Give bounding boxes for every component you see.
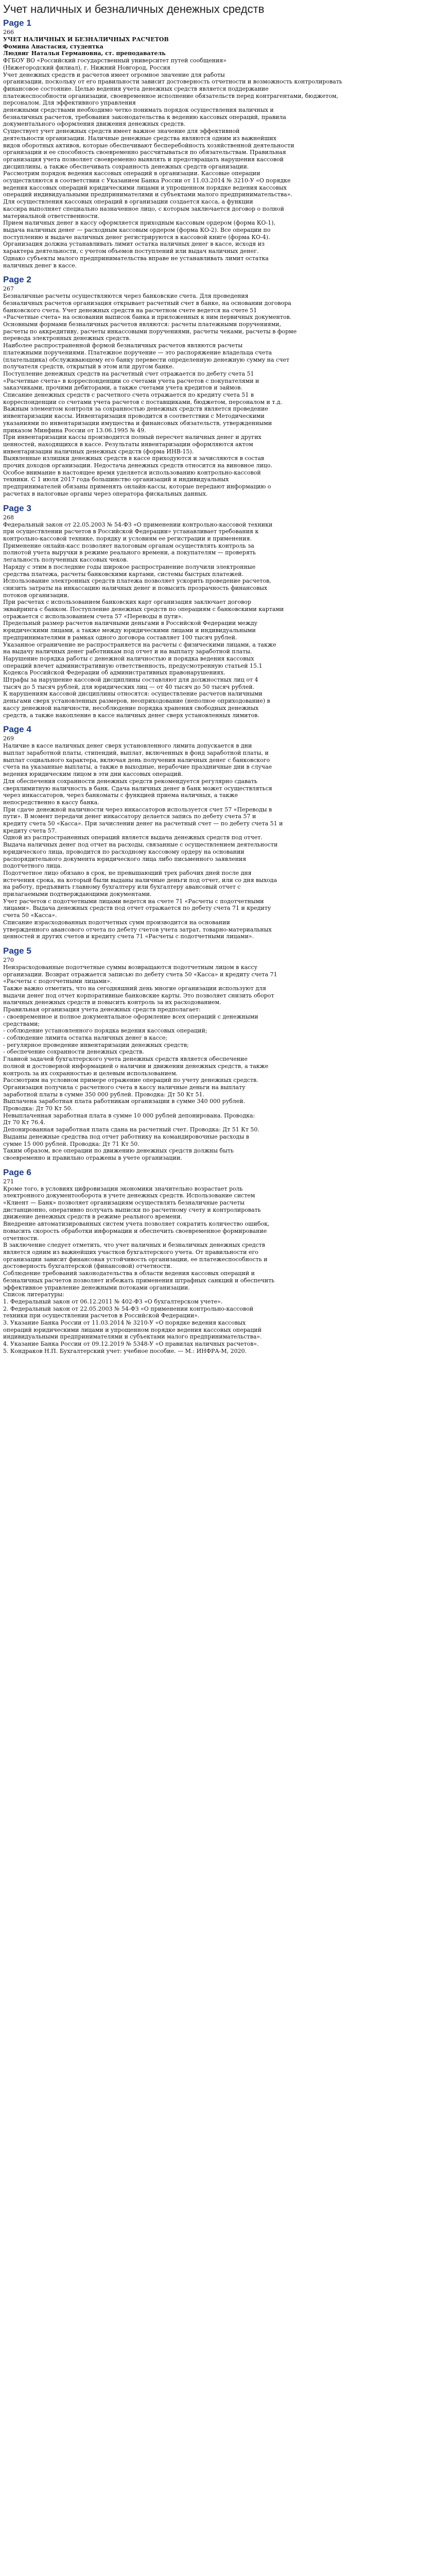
text-line: Рассмотрим порядок ведения кассовых операций в организации. Кассовые операции: [3, 170, 260, 177]
text-line: Таким образом, все операции по движению денежных средств должны быть: [3, 1147, 234, 1155]
text-line: выдачи денег под отчет корпоративные банковские карты. Это позволяет снизить оборот: [3, 992, 274, 999]
text-line: техники при осуществлении расчетов в Российской Федерации».: [3, 1312, 200, 1319]
text-line: ФГБОУ ВО «Российский государственный университет путей сообщения»: [3, 57, 226, 64]
text-line: Главной задачей бухгалтерского учета денежных средств является обеспечение: [3, 1056, 248, 1063]
text-line: утвержденного авансового отчета по дебету счетов учета затрат, товарно-материальных: [3, 926, 272, 933]
text-line: деятельности организации. Наличные денежные средства являются одним из важнейших: [3, 134, 276, 142]
text-line: организации и ее способность своевременно рассчитываться по обязательствам. Правильная: [3, 149, 286, 156]
text-line: финансовое состояние. Целью ведения учета денежных средств является поддержание: [3, 85, 269, 92]
text-line: своевременно и правильно отражены в учете организации.: [3, 1154, 182, 1161]
text-line: При инвентаризации кассы производится полный пересчет наличных денег и других: [3, 434, 261, 441]
text-line: получателя средств, открытый в этом или другом банке.: [3, 363, 175, 370]
text-line: видов оборотных активов, которые обеспечивают бесперебойность хозяйственной деятельности: [3, 142, 294, 149]
text-line: Соблюдение требований законодательства в области ведения кассовых операций и: [3, 1270, 255, 1277]
text-line: прилагаемыми подтверждающими документами.: [3, 891, 152, 898]
text-line: платежеспособности организации, своевременное исполнение обязательств перед контрагентами, бюджетом,: [3, 92, 339, 99]
text-line: корреспонденции со счетами учета расчетов с поставщиками, бюджетом, персоналом и т.д.: [3, 398, 283, 405]
text-line: счета 50 «Касса».: [3, 912, 57, 919]
text-line: Поступление денежных средств на расчетный счет отражается по дебету счета 51: [3, 370, 254, 377]
text-line: подотчетного лица.: [3, 862, 62, 870]
text-line: истечения срока, на который были выданы наличные деньги под отчет, или со дня выхода: [3, 876, 277, 884]
text-line: дисциплины, а также обеспечивать сохранность денежных средств организации.: [3, 163, 249, 170]
text-line: кассу денежной наличности, несоблюдение порядка хранения свободных денежных: [3, 704, 259, 711]
text-line: - обеспечение сохранности денежных средств.: [3, 1048, 144, 1056]
text-line: Наличие в кассе наличных денег сверх установленного лимита допускается в дни: [3, 742, 252, 750]
page-heading: Page 6: [3, 1167, 31, 1177]
text-line: Для осуществления кассовых операций в организации создается касса, а функции: [3, 198, 253, 206]
text-line: Подотчетное лицо обязано в срок, не превышающий трех рабочих дней после дня: [3, 869, 252, 876]
text-line: лицами». Выдача денежных средств под отчет отражается по дебету счета 71 и кредиту: [3, 905, 271, 912]
text-line: Неизрасходованные подотчетные суммы возвращаются подотчетным лицом в кассу: [3, 963, 258, 971]
text-line: платежными поручениями. Платежное поручение — это распоряжение владельца счета: [3, 349, 272, 356]
text-line: Однако субъекты малого предпринимательства вправе не устанавливать лимит остатка: [3, 255, 269, 262]
text-line: Прием наличных денег в кассу оформляется приходным кассовым ордером (форма КО-1),: [3, 219, 275, 227]
text-line: Учет денежных средств и расчетов имеет огромное значение для работы: [3, 71, 225, 78]
text-line: Для обеспечения сохранности денежных средств рекомендуется регулярно сдавать: [3, 777, 257, 785]
text-line: «Расчетные счета» на основании выписок банка и приложенных к ним первичных документов.: [3, 314, 292, 321]
text-line: Рассмотрим на условном примере отражение операций по учету денежных средств.: [3, 1077, 258, 1084]
text-line: Кроме того, в условиях цифровизации экономики значительно возрастает роль: [3, 1185, 243, 1192]
text-line: индивидуальными предпринимателями и субъектами малого предпринимательства».: [3, 1333, 262, 1341]
text-line: Безналичные расчеты осуществляются через банковские счета. Для проведения: [3, 293, 249, 300]
text-line: прочих доходов организации. Недостача денежных средств относится на виновное лицо.: [3, 462, 272, 469]
text-line: операций влечет административную ответственность, предусмотренную статьей 15.1: [3, 662, 263, 669]
text-line: выплат заработной платы, стипендий, выплат, включенных в фонд заработной платы, и: [3, 749, 269, 756]
text-line: снизить затраты на инкассацию наличных денег и повысить прозрачность финансовых: [3, 584, 268, 591]
text-line: легальность полученных кассовых чеков.: [3, 556, 128, 564]
text-line: 3. Указание Банка России от 11.03.2014 № 3210-У «О порядке ведения кассовых: [3, 1319, 246, 1327]
text-line: Применение онлайн-касс позволяет налоговым органам осуществлять контроль за: [3, 542, 254, 549]
text-line: Существует учет денежных средств имеет важное значение для эффективной: [3, 128, 240, 135]
text-line: электронного документооборота в учете денежных средств. Использование систем: [3, 1192, 255, 1199]
text-line: документального оформления движения денежных средств.: [3, 121, 186, 128]
text-line: перевода электронных денежных средств.: [3, 335, 131, 342]
text-line: операций индивидуальными предпринимателями и субъектами малого предпринимательства».: [3, 191, 292, 198]
text-line: распорядительного документа юридического лица либо письменного заявления: [3, 855, 247, 862]
text-line: Основными формами безналичных расчетов являются: расчеты платежными поручениями,: [3, 321, 282, 328]
text-line: счета на указанные выплаты, а также в выходные, нерабочие праздничные дни в случае: [3, 764, 272, 771]
text-line: ведения юридическим лицом в эти дни кассовых операций.: [3, 771, 183, 778]
text-line: Правильная организация учета денежных средств предполагает:: [3, 1006, 201, 1013]
text-line: Списание денежных средств с расчетного счета отражается по кредиту счета 51 в: [3, 392, 254, 399]
text-line: денежными средствами необходимо четко понимать порядок осуществления наличных и: [3, 107, 274, 114]
text-line: организация учета позволяет своевременно выявлять и предотвращать нарушения кассовой: [3, 156, 284, 163]
text-line: В заключение следует отметить, что учет наличных и безналичных денежных средств: [3, 1242, 266, 1249]
text-line: контроль за их сохранностью и целевым использованием.: [3, 1070, 178, 1077]
text-line: безналичных расчетов организация открывает расчетный счет в банке, на основании договора: [3, 299, 291, 307]
text-line: организации. Возврат отражается записью по дебету счета 50 «Касса» и кредиту счета 71: [3, 971, 277, 978]
text-line: кассира выполняет специально назначенное лицо, с которым заключается договор о полной: [3, 205, 284, 212]
text-line: сумме 15 000 рублей. Проводка: Дт 71 Кт 50.: [3, 1140, 139, 1147]
text-line: инвентаризации наличных денежных средств (форма ИНВ-15).: [3, 448, 194, 455]
text-line: Предельный размер расчетов наличными деньгами в Российской Федерации между: [3, 620, 258, 627]
text-line: эффективное управление денежными потоками организации.: [3, 1284, 190, 1291]
page-heading: Page 5: [3, 945, 31, 956]
text-line: Депонированная заработная плата сдана на расчетный счет. Проводка: Дт 51 Кт 50.: [3, 1126, 259, 1133]
text-line: кредиту счета 50 «Касса». При зачислении денег на расчетный счет — по дебету счета 51 и: [3, 820, 283, 827]
text-line: материальной ответственности.: [3, 212, 100, 219]
text-line: Кодекса Российской Федерации об административных правонарушениях.: [3, 669, 225, 676]
text-line: При расчетах с использованием банковских карт организация заключает договор: [3, 599, 251, 606]
text-line: предпринимателями в рамках одного договора составляет 100 тысяч рублей.: [3, 634, 237, 641]
page-number: 267: [3, 285, 14, 293]
text-line: (плательщика) обслуживающему его банку перевести определенную денежную сумму на счет: [3, 356, 290, 363]
text-line: Штрафы за нарушение кассовой дисциплины составляют для должностных лиц от 4: [3, 676, 258, 684]
text-line: Невыплаченная заработная плата в сумме 10 000 рублей депонирована. Проводка:: [3, 1112, 255, 1119]
text-line: Наряду с этим в последние годы широкое распространение получили электронные: [3, 563, 256, 570]
text-line: заказчиками, прочими дебиторами, а также счетами учета кредитов и займов.: [3, 384, 242, 392]
text-line: Выявленные излишки денежных средств в кассе приходуются и зачисляются в состав: [3, 455, 265, 462]
text-line: персоналом. Для эффективного управления: [3, 99, 136, 107]
text-line: поступлению и выдаче наличных денег регистрируются в кассовой книге (форма КО-4).: [3, 233, 270, 241]
text-line: наличных денежных средств и повысить контроль за их расходованием.: [3, 999, 221, 1006]
text-line: отражается с использованием счета 57 «Переводы в пути».: [3, 613, 183, 620]
text-line: организации, поскольку от его правильности зависит достоверность отчетности и возможность контролировать: [3, 78, 342, 86]
page-heading: Page 3: [3, 503, 31, 513]
text-line: расчеты по аккредитиву, расчеты инкассовыми поручениями, расчеты чеками, расчеты в форме: [3, 328, 297, 335]
text-line: Наиболее распространенной формой безналичных расчетов являются расчеты: [3, 342, 243, 349]
text-line: юридическими лицами, а также между юридическими лицами и индивидуальными: [3, 627, 256, 634]
document-title: Учет наличных и безналичных денежных средств: [3, 3, 265, 15]
text-line: Одной из распространенных операций является выдача денежных средств под отчет.: [3, 834, 263, 841]
text-line: Проводка: Дт 70 Кт 50.: [3, 1105, 73, 1112]
text-line: Внедрение автоматизированных систем учета позволяет сократить количество ошибок,: [3, 1221, 270, 1228]
text-line: К нарушениям кассовой дисциплины относятся: осуществление расчетов наличными: [3, 690, 263, 698]
text-line: средства платежа, расчеты банковскими картами, системы быстрых платежей.: [3, 570, 244, 578]
text-line: Организация должна устанавливать лимит остатка наличных денег в кассе, исходя из: [3, 241, 265, 248]
text-line: Использование электронных средств платежа позволяет ускорить проведение расчетов,: [3, 578, 271, 585]
text-line: контрольно-кассовой технике, порядку и условиям ее регистрации и применения.: [3, 535, 252, 542]
text-line: отчетности.: [3, 1234, 39, 1242]
text-line: достоверность бухгалтерской (финансовой) отчетности.: [3, 1263, 172, 1270]
page-heading: Page 1: [3, 18, 31, 28]
text-line: - регулярное проведение инвентаризации денежных средств;: [3, 1041, 189, 1048]
text-line: 2. Федеральный закон от 22.05.2003 № 54-ФЗ «О применении контрольно-кассовой: [3, 1305, 254, 1312]
text-line: осуществляются в соответствии с Указанием Банка России от 11.03.2014 № 3210-У «О порядке: [3, 177, 291, 184]
text-line: 5. Кондраков Н.П. Бухгалтерский учет: учебное пособие. — М.: ИНФРА-М, 2020.: [3, 1347, 247, 1354]
text-line: потоков организации.: [3, 591, 69, 599]
text-line: Выдача наличных денег под отчет на расходы, связанные с осуществлением деятельности: [3, 841, 278, 849]
page-heading: Page 4: [3, 724, 31, 735]
text-line: Дт 70 Кт 76.4.: [3, 1119, 46, 1126]
text-line: «Клиент — Банк» позволяет организациям осуществлять безналичные расчеты: [3, 1199, 245, 1207]
text-line: Фомина Анастасия, студентка: [3, 43, 103, 50]
text-line: ведения кассовых операций юридическими лицами и упрощенном порядке ведения кассовых: [3, 184, 287, 191]
text-line: Нарушение порядка работы с денежной наличностью и порядка ведения кассовых: [3, 655, 254, 662]
text-line: выдача наличных денег — расходным кассовым ордером (форма КО-2). Все операции по: [3, 226, 271, 233]
text-line: Людвиг Наталья Германовна, ст. преподаватель: [3, 50, 166, 57]
text-line: указаниями по инвентаризации имущества и финансовых обязательств, утвержденными: [3, 419, 272, 427]
text-line: Списание израсходованных подотчетных сумм производится на основании: [3, 919, 230, 926]
page-number: 271: [3, 1178, 14, 1185]
text-line: через инкассаторов, через банкоматы с функцией приема наличных, а также: [3, 792, 238, 799]
text-line: Особое внимание в настоящее время уделяется использованию контрольно-кассовой: [3, 469, 261, 476]
text-line: «Расчетные счета» в корреспонденции со счетами учета расчетов с покупателями и: [3, 377, 259, 384]
text-line: безналичных расчетов позволяет избежать применения штрафных санкций и обеспечить: [3, 1277, 275, 1284]
text-line: ценностей и других счетов и кредиту счета 71 «Расчеты с подотчетными лицами».: [3, 933, 254, 940]
text-line: организации зависит финансовая устойчивость организации, ее платежеспособность и: [3, 1256, 268, 1263]
text-line: «Расчеты с подотчетными лицами».: [3, 978, 112, 985]
text-line: пути». В момент передачи денег инкассатору делается запись по дебету счета 57 и: [3, 813, 256, 820]
text-line: При сдаче денежной наличности через инкассаторов используется счет 57 «Переводы в: [3, 806, 272, 813]
text-line: Список литературы:: [3, 1291, 64, 1298]
text-line: средств, а также накопление в кассе наличных денег сверх установленных лимитов.: [3, 711, 259, 719]
text-line: УЧЕТ НАЛИЧНЫХ И БЕЗНАЛИЧНЫХ РАСЧЕТОВ: [3, 36, 169, 43]
text-line: Указанное ограничение не распространяется на расчеты с физическими лицами, а также: [3, 641, 276, 648]
text-line: Организация получила с расчетного счета в кассу наличные деньги на выплату: [3, 1083, 246, 1091]
text-line: приказом Минфина России от 13.06.1995 № 49.: [3, 427, 146, 434]
text-line: - соблюдение лимита остатка наличных денег в кассе;: [3, 1035, 168, 1041]
pages-container: [3, 18, 433, 1355]
text-line: расчетах в налоговые органы через оператора фискальных данных.: [3, 490, 208, 497]
text-line: наличных денег в кассе.: [3, 262, 77, 269]
text-line: средствами;: [3, 1020, 40, 1027]
text-line: непосредственно в кассу банка.: [3, 799, 99, 806]
text-line: Учет расчетов с подотчетными лицами ведется на счете 71 «Расчеты с подотчетными: [3, 897, 264, 905]
text-line: движение денежных средств в режиме реального времени.: [3, 1213, 183, 1221]
text-line: выплат социального характера, включая день получения наличных денег с банковского: [3, 756, 270, 764]
text-line: при осуществлении расчетов в Российской Федерации» устанавливает требования к: [3, 528, 259, 535]
text-line: - соблюдение установленного порядка ведения кассовых операций;: [3, 1027, 207, 1035]
text-line: 4. Указание Банка России от 09.12.2019 № 5348-У «О правилах наличных расчетов».: [3, 1341, 259, 1348]
text-line: заработной платы в сумме 350 000 рублей. Проводка: Дт 50 Кт 51.: [3, 1091, 204, 1098]
text-line: является одним из важнейших участков бухгалтерского учета. От правильности его: [3, 1248, 258, 1256]
text-line: ценностей, находящихся в кассе. Результаты инвентаризации оформляются актом: [3, 440, 253, 448]
text-line: тысяч до 5 тысяч рублей, для юридических лиц — от 40 тысяч до 50 тысяч рублей.: [3, 683, 255, 690]
text-line: предпринимателей обязаны применять онлайн-кассы, которые передают информацию о: [3, 483, 271, 490]
text-line: 1. Федеральный закон от 06.12.2011 № 402-ФЗ «О бухгалтерском учете».: [3, 1298, 223, 1305]
page-number: 269: [3, 735, 14, 742]
page-number: 268: [3, 514, 14, 521]
text-line: на работу, предъявить главному бухгалтеру или бухгалтеру авансовый отчет с: [3, 884, 241, 891]
text-line: Выплачена заработная плата работникам организации в сумме 340 000 рублей.: [3, 1098, 246, 1105]
text-line: Федеральный закон от 22.05.2003 № 54-ФЗ «О применении контрольно-кассовой техники: [3, 521, 273, 528]
text-line: Важным элементом контроля за сохранностью денежных средств является проведение: [3, 405, 268, 413]
page-number: 266: [3, 29, 14, 36]
text-line: Выданы денежные средства под отчет работнику на командировочные расходы в: [3, 1133, 249, 1140]
text-line: операций юридическими лицами и упрощенном порядке ведения кассовых операций: [3, 1326, 262, 1333]
text-line: банковского счета. Учет денежных средств на расчетном счете ведется на счете 51: [3, 307, 257, 314]
text-line: характера деятельности, с учетом объемов поступлений или выдач наличных денег.: [3, 248, 259, 255]
page-number: 270: [3, 956, 14, 963]
text-line: полной и достоверной информацией о наличии и движении денежных средств, а также: [3, 1062, 269, 1070]
text-line: кредиту счета 57.: [3, 827, 57, 834]
text-line: дистанционно, оперативно получать выписки по расчетному счету и контролировать: [3, 1206, 261, 1213]
text-line: юридического лица, проводится по расходному кассовому ордеру на основании: [3, 848, 245, 855]
text-line: инвентаризации кассы. Инвентаризация проводится в соответствии с Методическими: [3, 413, 265, 420]
text-line: сверхлимитную наличность в банк. Сдача наличных денег в банк может осуществляться: [3, 785, 272, 792]
page-heading: Page 2: [3, 275, 31, 285]
text-line: полнотой учета выручки в режиме реального времени, а покупателям — проверять: [3, 549, 256, 556]
text-line: (Нижегородский филиал), г. Нижний Новгород, Россия: [3, 64, 171, 71]
text-line: - своевременное и полное документальное оформление всех операций с денежными: [3, 1013, 258, 1020]
text-line: деньгами сверх установленных размеров, неоприходование (неполное оприходование) в: [3, 698, 270, 705]
text-line: повысить скорость обработки информации и обеспечить своевременное формирование: [3, 1227, 267, 1234]
text-line: безналичных расчетов, требования законодательства к ведению кассовых операций, правила: [3, 113, 286, 121]
text-line: Также важно отметить, что на сегодняшний день многие организации используют для: [3, 985, 267, 992]
text-line: техники. С 1 июля 2017 года большинство организаций и индивидуальных: [3, 476, 229, 483]
text-line: эквайринга с банком. Поступление денежных средств по операциям с банковскими картами: [3, 606, 284, 613]
text-line: на выдачу наличных денег работникам под отчет и на выплату заработной платы.: [3, 648, 252, 655]
